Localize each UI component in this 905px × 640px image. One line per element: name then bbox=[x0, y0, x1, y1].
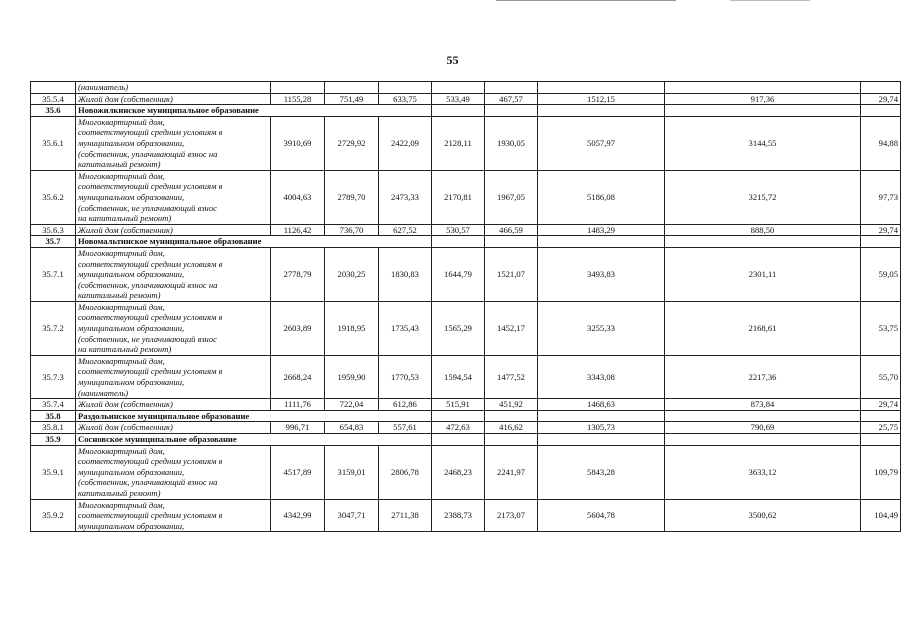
description-line: муниципальном образовании, bbox=[78, 377, 185, 388]
table-row bbox=[31, 399, 901, 411]
row-description bbox=[76, 224, 271, 236]
value-cell: 2388,73 bbox=[432, 499, 485, 532]
value-cell: 2668,24 bbox=[271, 355, 325, 398]
empty-cell bbox=[485, 105, 538, 117]
value-cell: 3343,08 bbox=[538, 355, 665, 398]
section-title: Сосновское муниципальное образование bbox=[76, 434, 432, 446]
empty-cell bbox=[485, 434, 538, 446]
empty-cell bbox=[432, 410, 485, 422]
value-cell: 53,75 bbox=[861, 301, 901, 355]
value-cell: 3159,01 bbox=[325, 445, 379, 499]
section-code: 35.9 bbox=[31, 434, 76, 446]
value-cell: 29,74 bbox=[861, 93, 901, 105]
value-cell: 1565,29 bbox=[432, 301, 485, 355]
value-cell: 2711,38 bbox=[379, 499, 432, 532]
table-row bbox=[31, 116, 901, 170]
row-code: 35.5.4 bbox=[31, 93, 76, 105]
value-cell: 5057,97 bbox=[538, 116, 665, 170]
value-cell: 3255,33 bbox=[538, 301, 665, 355]
table-row bbox=[31, 422, 901, 434]
empty-cell bbox=[485, 236, 538, 248]
empty-cell bbox=[538, 434, 665, 446]
value-cell: 1477,52 bbox=[485, 355, 538, 398]
value-cell: 790,69 bbox=[665, 422, 861, 434]
description-line: соответствующий средним условиям в bbox=[78, 456, 223, 467]
empty-cell bbox=[861, 236, 901, 248]
value-cell: 5843,28 bbox=[538, 445, 665, 499]
empty-cell bbox=[485, 410, 538, 422]
section-title: Новожилкинское муниципальное образование bbox=[76, 105, 432, 117]
row-code: 35.7.1 bbox=[31, 247, 76, 301]
value-cell: 1126,42 bbox=[271, 224, 325, 236]
row-code: 35.6.3 bbox=[31, 224, 76, 236]
value-cell bbox=[379, 82, 432, 94]
value-cell: 2729,92 bbox=[325, 116, 379, 170]
empty-cell bbox=[665, 105, 861, 117]
value-cell: 1155,28 bbox=[271, 93, 325, 105]
value-cell: 3910,69 bbox=[271, 116, 325, 170]
row-code: 35.6.1 bbox=[31, 116, 76, 170]
value-cell bbox=[538, 82, 665, 94]
value-cell: 1770,53 bbox=[379, 355, 432, 398]
value-cell: 416,62 bbox=[485, 422, 538, 434]
value-cell: 530,57 bbox=[432, 224, 485, 236]
value-cell: 451,92 bbox=[485, 399, 538, 411]
value-cell: 4342,99 bbox=[271, 499, 325, 532]
row-description bbox=[76, 499, 271, 532]
value-cell: 2173,07 bbox=[485, 499, 538, 532]
value-cell: 467,57 bbox=[485, 93, 538, 105]
description-line: Многоквартирный дом, bbox=[78, 445, 165, 456]
value-cell: 4004,63 bbox=[271, 170, 325, 224]
description-line: соответствующий средним условиям в bbox=[78, 127, 223, 138]
row-code: 35.9.1 bbox=[31, 445, 76, 499]
description-line: (наниматель) bbox=[78, 82, 129, 92]
description-line: Жилой дом (собственник) bbox=[78, 399, 173, 410]
value-cell: 25,75 bbox=[861, 422, 901, 434]
description-line: (наниматель) bbox=[78, 387, 129, 398]
table-row bbox=[31, 82, 901, 94]
row-description bbox=[76, 301, 271, 355]
value-cell: 29,74 bbox=[861, 399, 901, 411]
empty-cell bbox=[432, 236, 485, 248]
value-cell: 736,70 bbox=[325, 224, 379, 236]
empty-cell bbox=[538, 105, 665, 117]
value-cell: 1521,07 bbox=[485, 247, 538, 301]
value-cell: 2422,09 bbox=[379, 116, 432, 170]
value-cell: 97,73 bbox=[861, 170, 901, 224]
value-cell: 557,61 bbox=[379, 422, 432, 434]
page-number: 55 bbox=[446, 53, 459, 67]
value-cell: 2241,97 bbox=[485, 445, 538, 499]
value-cell: 2778,79 bbox=[271, 247, 325, 301]
value-cell: 4517,89 bbox=[271, 445, 325, 499]
value-cell: 2789,70 bbox=[325, 170, 379, 224]
scan-edge-line bbox=[730, 0, 810, 1]
table-row bbox=[31, 301, 901, 355]
description-line: капитальный ремонт) bbox=[78, 487, 161, 498]
section-code: 35.7 bbox=[31, 236, 76, 248]
value-cell: 722,04 bbox=[325, 399, 379, 411]
value-cell: 1830,83 bbox=[379, 247, 432, 301]
value-cell: 1468,63 bbox=[538, 399, 665, 411]
value-cell: 109,79 bbox=[861, 445, 901, 499]
row-description bbox=[76, 422, 271, 434]
row-code: 35.8.1 bbox=[31, 422, 76, 434]
empty-cell bbox=[665, 434, 861, 446]
value-cell: 29,74 bbox=[861, 224, 901, 236]
description-line: соответствующий средним условиям в bbox=[78, 366, 223, 377]
value-cell: 59,05 bbox=[861, 247, 901, 301]
value-cell: 3144,55 bbox=[665, 116, 861, 170]
value-cell: 751,49 bbox=[325, 93, 379, 105]
row-code: 35.7.3 bbox=[31, 355, 76, 398]
description-line: Многоквартирный дом, bbox=[78, 116, 165, 127]
section-row bbox=[31, 236, 901, 248]
description-line: (собственник, уплачивающий взнос на bbox=[78, 477, 218, 488]
section-row bbox=[31, 410, 901, 422]
table-row bbox=[31, 355, 901, 398]
section-title: Раздольинское муниципальное образование bbox=[76, 410, 432, 422]
description-line: на капитальный ремонт) bbox=[78, 344, 172, 355]
empty-cell bbox=[665, 410, 861, 422]
value-cell: 104,49 bbox=[861, 499, 901, 532]
section-code: 35.8 bbox=[31, 410, 76, 422]
description-line: (собственник, не уплачивающий взнос bbox=[78, 333, 217, 344]
section-code: 35.6 bbox=[31, 105, 76, 117]
description-line: Многоквартирный дом, bbox=[78, 170, 165, 181]
empty-cell bbox=[538, 410, 665, 422]
value-cell: 1483,29 bbox=[538, 224, 665, 236]
description-line: муниципальном образовании, bbox=[78, 137, 185, 148]
value-cell: 1735,43 bbox=[379, 301, 432, 355]
table-row bbox=[31, 499, 901, 532]
empty-cell bbox=[665, 236, 861, 248]
description-line: Многоквартирный дом, bbox=[78, 499, 165, 510]
description-line: капитальный ремонт) bbox=[78, 159, 161, 170]
value-cell: 472,63 bbox=[432, 422, 485, 434]
description-line: (собственник, уплачивающий взнос на bbox=[78, 148, 218, 159]
value-cell: 1644,79 bbox=[432, 247, 485, 301]
row-description bbox=[76, 170, 271, 224]
empty-cell bbox=[861, 434, 901, 446]
row-description bbox=[76, 355, 271, 398]
value-cell: 2128,11 bbox=[432, 116, 485, 170]
value-cell: 1512,15 bbox=[538, 93, 665, 105]
row-code bbox=[31, 82, 76, 94]
value-cell bbox=[861, 82, 901, 94]
section-row bbox=[31, 105, 901, 117]
description-line: Жилой дом (собственник) bbox=[78, 422, 173, 433]
description-line: соответствующий средним условиям в bbox=[78, 181, 223, 192]
value-cell bbox=[325, 82, 379, 94]
section-row bbox=[31, 434, 901, 446]
description-line: Жилой дом (собственник) bbox=[78, 93, 173, 104]
value-cell: 2603,89 bbox=[271, 301, 325, 355]
value-cell: 2806,78 bbox=[379, 445, 432, 499]
value-cell: 3047,71 bbox=[325, 499, 379, 532]
value-cell: 917,36 bbox=[665, 93, 861, 105]
empty-cell bbox=[861, 105, 901, 117]
description-line: соответствующий средним условиям в bbox=[78, 258, 223, 269]
value-cell: 633,75 bbox=[379, 93, 432, 105]
section-title: Новомальтинское муниципальное образование bbox=[76, 236, 432, 248]
row-code: 35.7.2 bbox=[31, 301, 76, 355]
value-cell: 2217,36 bbox=[665, 355, 861, 398]
value-cell: 5186,08 bbox=[538, 170, 665, 224]
value-cell: 888,50 bbox=[665, 224, 861, 236]
value-cell: 1452,17 bbox=[485, 301, 538, 355]
value-cell: 1111,76 bbox=[271, 399, 325, 411]
value-cell: 5604,78 bbox=[538, 499, 665, 532]
value-cell: 1594,54 bbox=[432, 355, 485, 398]
description-line: муниципальном образовании, bbox=[78, 191, 185, 202]
value-cell: 1930,05 bbox=[485, 116, 538, 170]
row-code: 35.6.2 bbox=[31, 170, 76, 224]
row-description bbox=[76, 247, 271, 301]
value-cell: 2468,23 bbox=[432, 445, 485, 499]
empty-cell bbox=[538, 236, 665, 248]
value-cell: 3633,12 bbox=[665, 445, 861, 499]
row-description bbox=[76, 93, 271, 105]
value-cell: 3215,72 bbox=[665, 170, 861, 224]
value-cell: 3493,83 bbox=[538, 247, 665, 301]
value-cell: 627,52 bbox=[379, 224, 432, 236]
description-line: муниципальном образовании, bbox=[78, 323, 185, 334]
value-cell: 2168,61 bbox=[665, 301, 861, 355]
row-description bbox=[76, 445, 271, 499]
table-body bbox=[31, 82, 901, 532]
value-cell: 612,86 bbox=[379, 399, 432, 411]
empty-cell bbox=[432, 434, 485, 446]
value-cell: 94,88 bbox=[861, 116, 901, 170]
value-cell bbox=[665, 82, 861, 94]
table-row bbox=[31, 170, 901, 224]
description-line: соответствующий средним условиям в bbox=[78, 312, 223, 323]
value-cell: 515,91 bbox=[432, 399, 485, 411]
description-line: муниципальном образовании, bbox=[78, 466, 185, 477]
value-cell: 1305,73 bbox=[538, 422, 665, 434]
tariff-table bbox=[30, 81, 901, 532]
description-line: Многоквартирный дом, bbox=[78, 247, 165, 258]
row-description bbox=[76, 82, 271, 94]
description-line: муниципальном образовании, bbox=[78, 520, 185, 531]
description-line: на капитальный ремонт) bbox=[78, 213, 172, 224]
row-description bbox=[76, 116, 271, 170]
description-line: (собственник, не уплачивающий взнос bbox=[78, 202, 217, 213]
value-cell bbox=[432, 82, 485, 94]
value-cell: 1959,90 bbox=[325, 355, 379, 398]
description-line: (собственник, уплачивающий взнос на bbox=[78, 279, 218, 290]
table-row bbox=[31, 93, 901, 105]
scan-edge-line bbox=[496, 0, 676, 1]
value-cell bbox=[485, 82, 538, 94]
table-row bbox=[31, 445, 901, 499]
row-description bbox=[76, 399, 271, 411]
value-cell: 55,70 bbox=[861, 355, 901, 398]
value-cell: 2030,25 bbox=[325, 247, 379, 301]
value-cell: 2170,81 bbox=[432, 170, 485, 224]
table-row bbox=[31, 247, 901, 301]
value-cell: 533,49 bbox=[432, 93, 485, 105]
value-cell: 873,84 bbox=[665, 399, 861, 411]
row-code: 35.9.2 bbox=[31, 499, 76, 532]
value-cell: 2301,11 bbox=[665, 247, 861, 301]
description-line: муниципальном образовании, bbox=[78, 269, 185, 280]
value-cell: 996,71 bbox=[271, 422, 325, 434]
empty-cell bbox=[432, 105, 485, 117]
description-line: Многоквартирный дом, bbox=[78, 355, 165, 366]
value-cell: 466,59 bbox=[485, 224, 538, 236]
description-line: Многоквартирный дом, bbox=[78, 301, 165, 312]
value-cell: 2473,33 bbox=[379, 170, 432, 224]
table-row bbox=[31, 224, 901, 236]
value-cell: 1918,95 bbox=[325, 301, 379, 355]
value-cell bbox=[271, 82, 325, 94]
description-line: соответствующий средним условиям в bbox=[78, 510, 223, 521]
value-cell: 3500,62 bbox=[665, 499, 861, 532]
description-line: капитальный ремонт) bbox=[78, 290, 161, 301]
value-cell: 1967,05 bbox=[485, 170, 538, 224]
value-cell: 654,83 bbox=[325, 422, 379, 434]
row-code: 35.7.4 bbox=[31, 399, 76, 411]
description-line: Жилой дом (собственник) bbox=[78, 224, 173, 235]
empty-cell bbox=[861, 410, 901, 422]
